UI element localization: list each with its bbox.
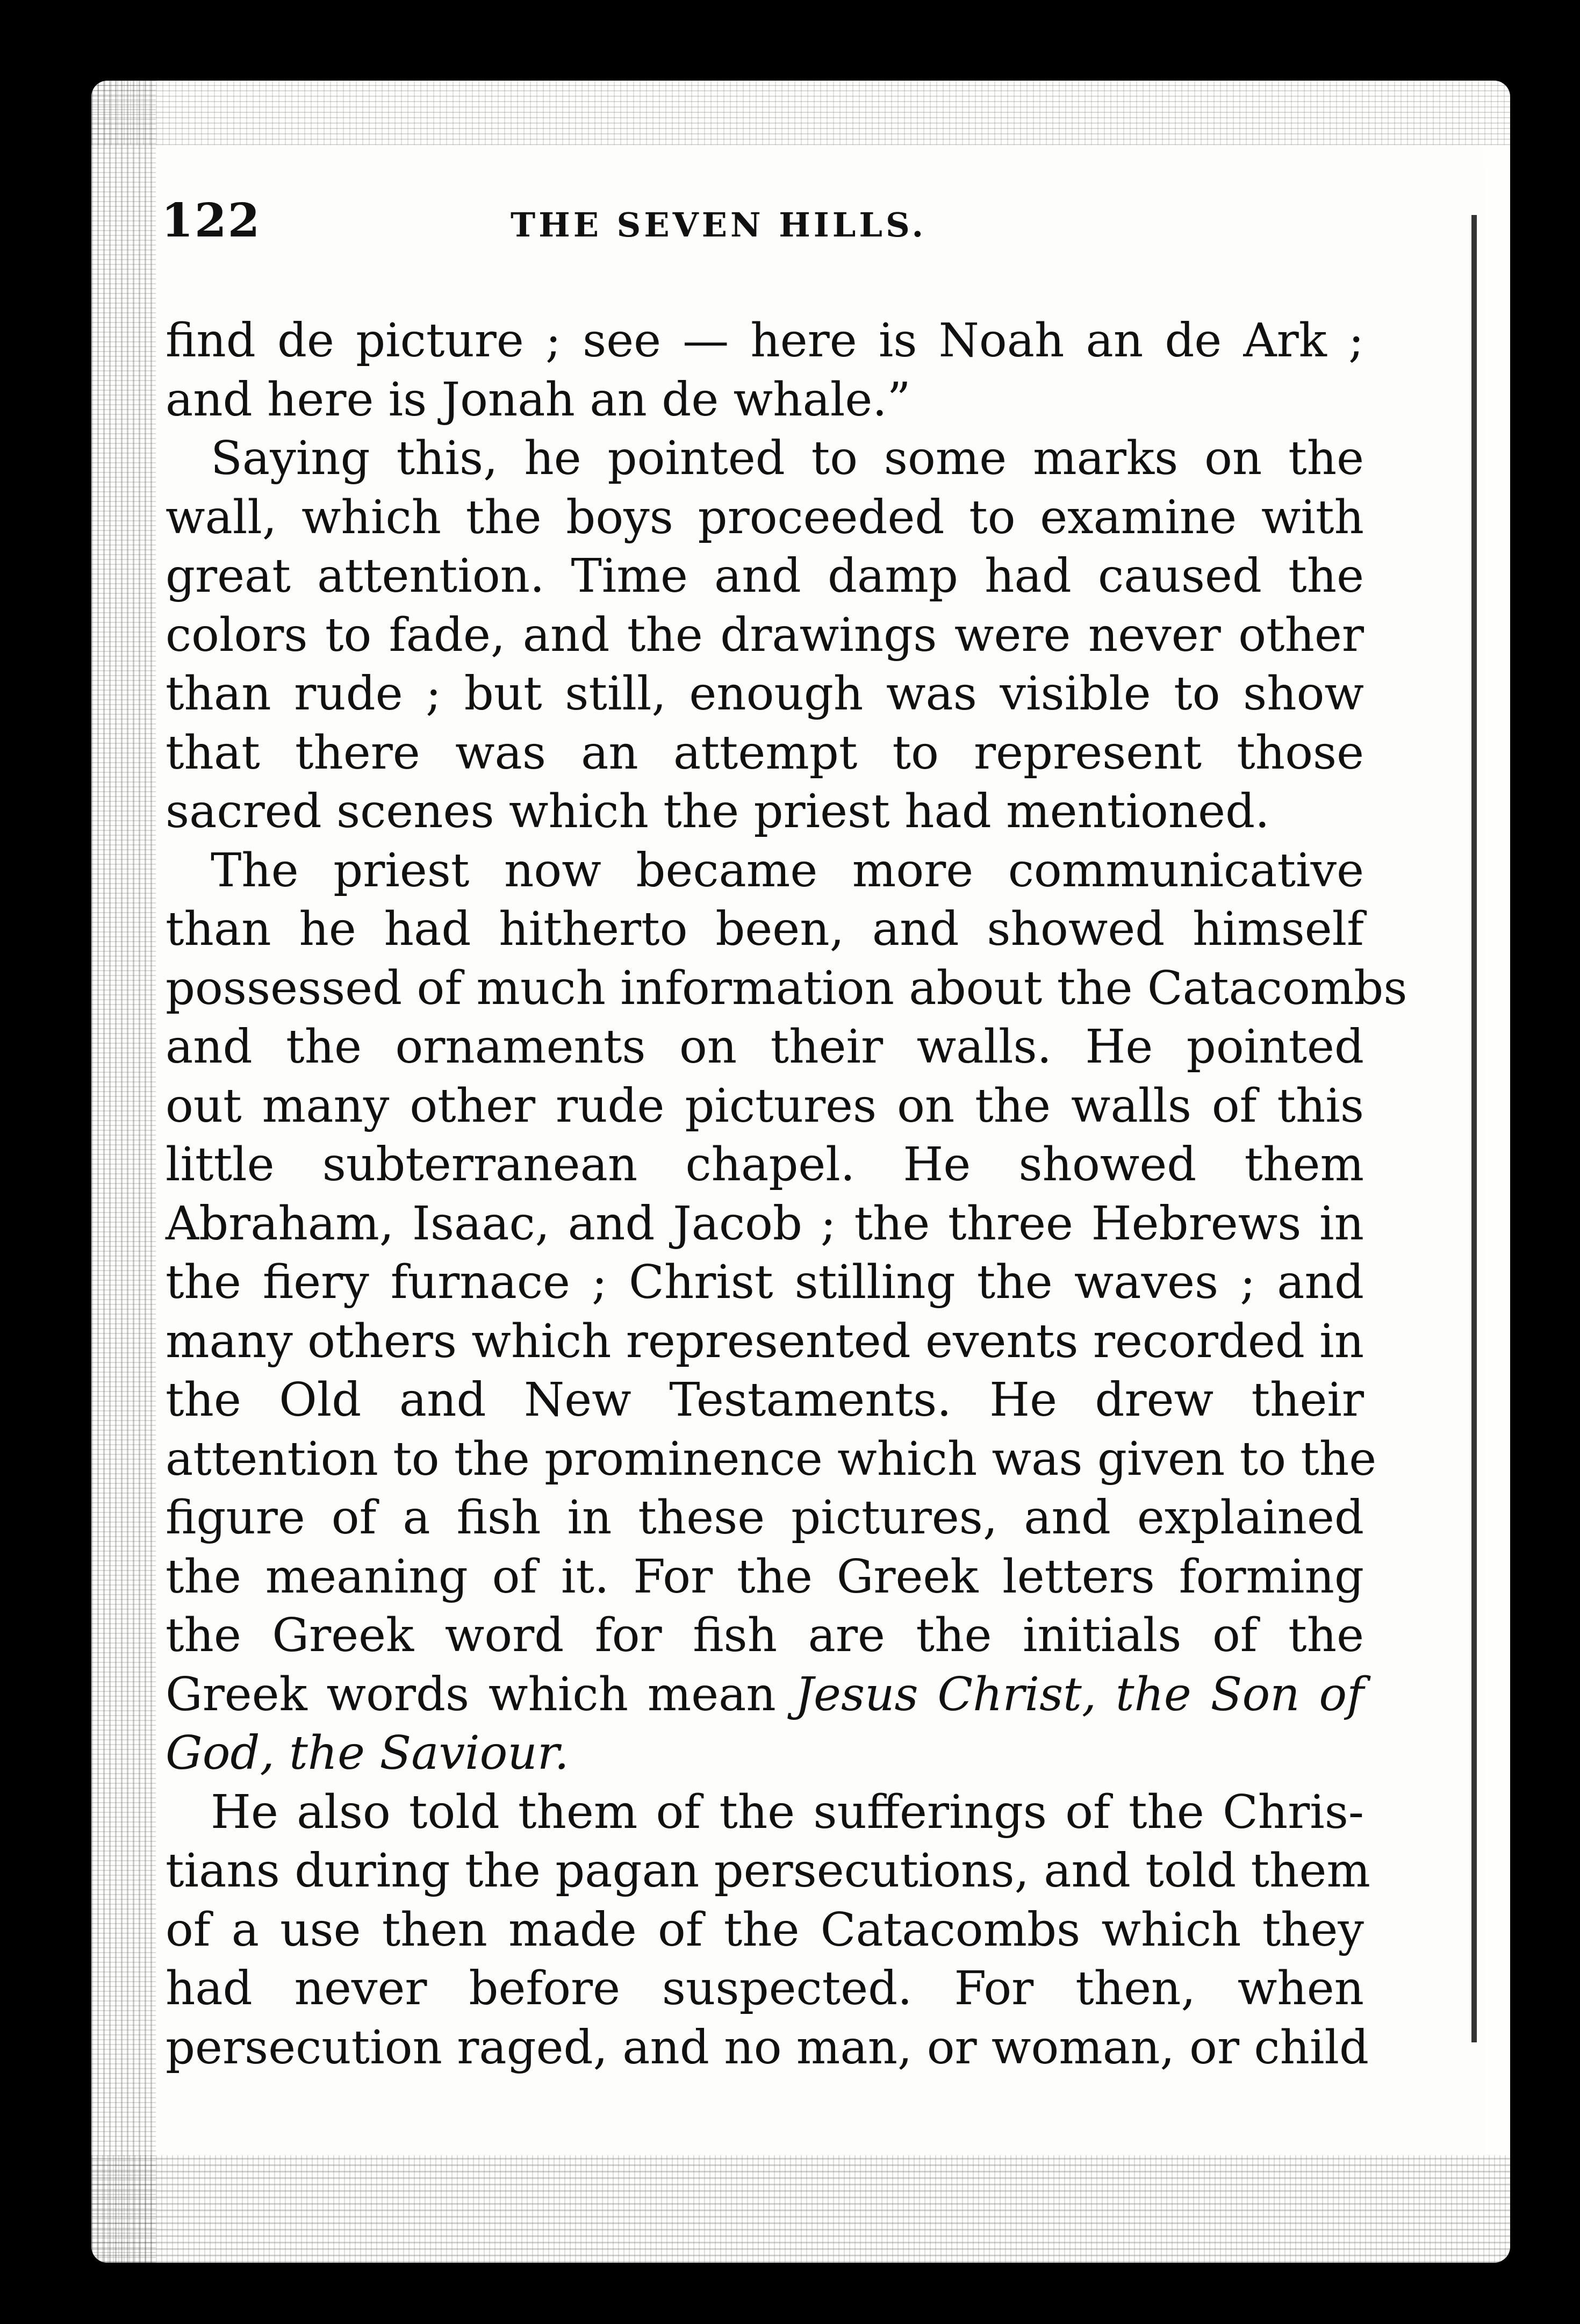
body-text: [166, 312, 1407, 2077]
text-line: wall, which the boys proceeded to examine with: [166, 490, 1364, 544]
text-line: Abraham, Isaac, and Jacob ; the three Hebrews in: [166, 1196, 1364, 1251]
text-line: Saying this, he pointed to some marks on the: [211, 432, 1364, 485]
page-edge-shadow: [1471, 215, 1477, 2042]
text-line: The priest now became more communicative: [211, 843, 1364, 898]
text-line: out many other rude pictures on the walls of this: [166, 1079, 1364, 1133]
text-line: colors to fade, and the drawings were never other: [166, 608, 1364, 662]
italic-text-segment: God, the Saviour.: [166, 1726, 569, 1780]
text-line: sacred scenes which the priest had mentioned.: [166, 785, 1270, 838]
text-line: and here is Jonah an de whale.”: [166, 372, 911, 427]
text-line: of a use then made of the Catacombs which they: [166, 1903, 1364, 1957]
text-line: figure of a fish in these pictures, and explained: [166, 1491, 1364, 1545]
text-line: He also told them of the sufferings of the Chris-: [211, 1785, 1364, 1839]
scan-noise-top: [91, 81, 1510, 145]
text-line: persecution raged, and no man, or woman, or child: [166, 2020, 1369, 2075]
text-line: attention to the prominence which was given to the: [166, 1432, 1377, 1486]
text-line: than he had hitherto been, and showed himself: [166, 902, 1364, 956]
text-line: little subterranean chapel. He showed them: [166, 1138, 1364, 1192]
italic-text-segment: Jesus Christ, the Son of: [795, 1667, 1364, 1722]
text-line: [166, 1666, 1364, 1725]
text-line: than rude ; but still, enough was visible to show: [166, 667, 1364, 721]
text-line: great attention. Time and damp had caused the: [166, 549, 1364, 603]
text-line: the meaning of it. For the Greek letters forming: [166, 1550, 1364, 1604]
page-number: 122: [161, 193, 261, 248]
text-line: tians during the pagan persecutions, and told them: [166, 1844, 1370, 1898]
text-line: had never before suspected. For then, when: [166, 1962, 1364, 2015]
text-line: the fiery furnace ; Christ stilling the waves ; and: [166, 1256, 1364, 1309]
text-line: the Old and New Testaments. He drew their: [166, 1373, 1364, 1427]
text-line: possessed of much information about the Catacombs: [166, 961, 1407, 1015]
text-line: find de picture ; see — here is Noah an de Ark ;: [166, 314, 1364, 368]
text-line: [166, 1724, 1364, 1783]
text-line: and the ornaments on their walls. He pointed: [166, 1020, 1364, 1074]
text-line: the Greek word for fish are the initials of the: [166, 1609, 1364, 1662]
text-line: many others which represented events recorded in: [166, 1314, 1364, 1368]
text-segment: Greek words which mean: [166, 1667, 795, 1722]
scan-noise-bottom: [91, 2155, 1510, 2263]
page-header: [161, 193, 1365, 258]
running-title: THE SEVEN HILLS.: [511, 205, 927, 245]
scan-noise-left: [91, 81, 156, 2263]
text-line: that there was an attempt to represent those: [166, 726, 1364, 780]
